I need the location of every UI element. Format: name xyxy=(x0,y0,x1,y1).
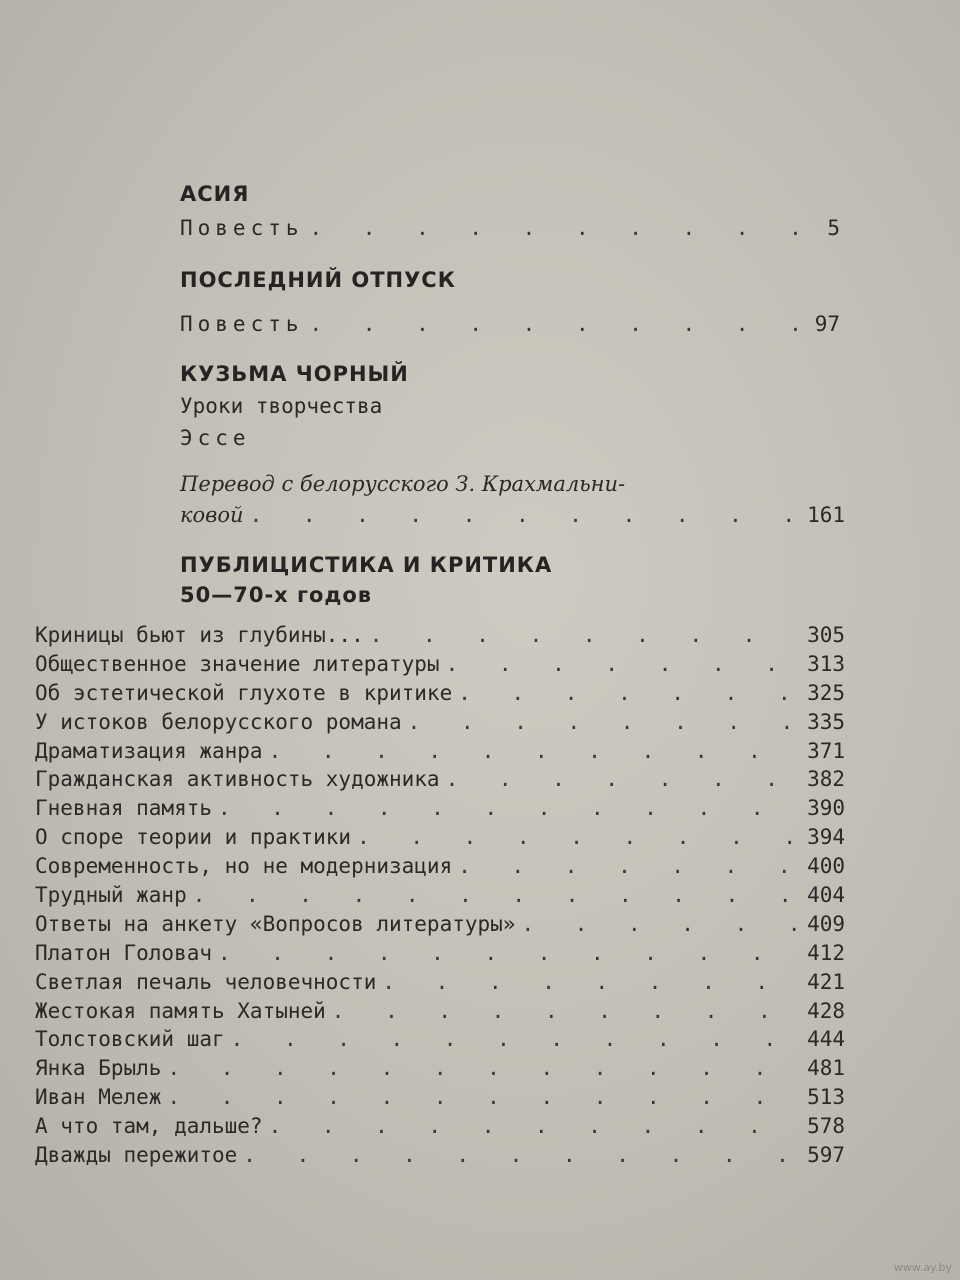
essay-title: Гневная память xyxy=(35,796,213,821)
translation-note-continued: ковой xyxy=(180,503,244,527)
page-number: 481 xyxy=(807,1056,845,1081)
list-item xyxy=(35,1112,845,1141)
page-number: 305 xyxy=(807,623,845,647)
essay-title: О споре теории и практики xyxy=(35,825,352,850)
dot-leader xyxy=(370,621,801,649)
essay-title: Дважды пережитое xyxy=(35,1143,238,1168)
page-number: 421 xyxy=(807,969,845,994)
essay-title: А что там, дальше? xyxy=(35,1114,263,1139)
dot-leader xyxy=(310,214,822,242)
essay-title: Толстовский шаг xyxy=(35,1027,225,1052)
page-number: 5 xyxy=(827,216,840,240)
watermark: www.ay.by xyxy=(893,1261,952,1274)
list-item xyxy=(35,1141,845,1170)
entry-label: Повесть xyxy=(180,312,304,336)
dot-leader xyxy=(446,765,801,793)
dot-leader xyxy=(243,1141,801,1169)
page-number: 428 xyxy=(807,998,845,1023)
essay-title: Платон Головач xyxy=(35,940,213,965)
dot-leader xyxy=(332,997,801,1025)
page-number: 97 xyxy=(814,312,840,336)
essay-title: Современность, но не модернизация xyxy=(35,854,453,879)
list-item xyxy=(35,1054,845,1083)
list-item xyxy=(35,765,845,794)
dot-leader xyxy=(521,910,801,938)
essay-title: Драматизация жанра xyxy=(35,738,263,763)
dot-leader xyxy=(167,1054,801,1082)
page-number: 313 xyxy=(807,651,845,676)
page-number: 371 xyxy=(807,738,845,763)
list-item xyxy=(35,650,845,679)
page-number: 578 xyxy=(807,1114,845,1139)
entry-label: Повесть xyxy=(180,216,304,240)
page-number: 400 xyxy=(807,854,845,879)
essay-title: Ответы на анкету «Вопросов литературы» xyxy=(35,911,516,936)
section-genre: Эссе xyxy=(180,426,251,450)
essay-title: Криницы бьют из глубины... xyxy=(35,623,364,647)
essay-title: Иван Мележ xyxy=(35,1085,162,1110)
essays-subheading: 50—70-х годов xyxy=(180,583,373,607)
page-number: 382 xyxy=(807,767,845,792)
page-number: 404 xyxy=(807,883,845,908)
dot-leader xyxy=(269,737,801,765)
dot-leader xyxy=(382,968,801,996)
essay-title: Об эстетической глухоте в критике xyxy=(35,680,453,705)
essay-title: Жестокая память Хатыней xyxy=(35,998,326,1023)
dot-leader xyxy=(167,1083,801,1111)
list-item xyxy=(35,881,845,910)
toc-entry xyxy=(180,310,840,338)
toc-entry xyxy=(180,501,845,529)
dot-leader xyxy=(446,650,801,678)
page-number: 325 xyxy=(807,680,845,705)
section-subtitle: Уроки творчества xyxy=(180,394,383,418)
page-number: 161 xyxy=(807,503,845,527)
page-number: 390 xyxy=(807,796,845,821)
page-number: 394 xyxy=(807,825,845,850)
list-item xyxy=(35,852,845,881)
list-item xyxy=(35,1025,845,1054)
dot-leader xyxy=(458,852,801,880)
list-item xyxy=(35,679,845,708)
essay-title: Трудный жанр xyxy=(35,883,187,908)
page-number: 513 xyxy=(807,1085,845,1110)
list-item xyxy=(35,621,845,650)
list-item xyxy=(35,997,845,1026)
dot-leader xyxy=(193,881,801,909)
list-item xyxy=(35,968,845,997)
list-item xyxy=(35,823,845,852)
dot-leader xyxy=(231,1025,801,1053)
essay-title: Светлая печаль человечности xyxy=(35,969,377,994)
essay-title: Общественное значение литературы xyxy=(35,651,440,676)
essay-title: Янка Брыль xyxy=(35,1056,162,1081)
essays-heading: ПУБЛИЦИСТИКА И КРИТИКА xyxy=(180,553,553,577)
essay-title: Гражданская активность художника xyxy=(35,767,440,792)
page-number: 444 xyxy=(807,1027,845,1052)
list-item xyxy=(35,939,845,968)
dot-leader xyxy=(250,501,801,529)
section-title-last-leave: ПОСЛЕДНИЙ ОТПУСК xyxy=(180,268,456,292)
dot-leader xyxy=(458,679,801,707)
dot-leader xyxy=(408,708,801,736)
dot-leader xyxy=(218,794,801,822)
page-number: 412 xyxy=(807,940,845,965)
list-item xyxy=(35,708,845,737)
page-number: 409 xyxy=(807,911,845,936)
essay-title: У истоков белорусского романа xyxy=(35,709,402,734)
section-title-kuzma-chorny: КУЗЬМА ЧОРНЫЙ xyxy=(180,362,409,386)
dot-leader xyxy=(357,823,801,851)
page-number: 597 xyxy=(807,1143,845,1168)
list-item xyxy=(35,1083,845,1112)
dot-leader xyxy=(310,310,809,338)
essay-list xyxy=(35,621,845,1170)
toc-entry xyxy=(180,214,840,242)
dot-leader xyxy=(269,1112,801,1140)
list-item xyxy=(35,910,845,939)
dot-leader xyxy=(218,939,801,967)
page-number: 335 xyxy=(807,709,845,734)
section-title-asia: АСИЯ xyxy=(180,182,250,206)
translation-note: Перевод с белорусского З. Крахмальни- xyxy=(180,472,626,496)
list-item xyxy=(35,737,845,766)
list-item xyxy=(35,794,845,823)
